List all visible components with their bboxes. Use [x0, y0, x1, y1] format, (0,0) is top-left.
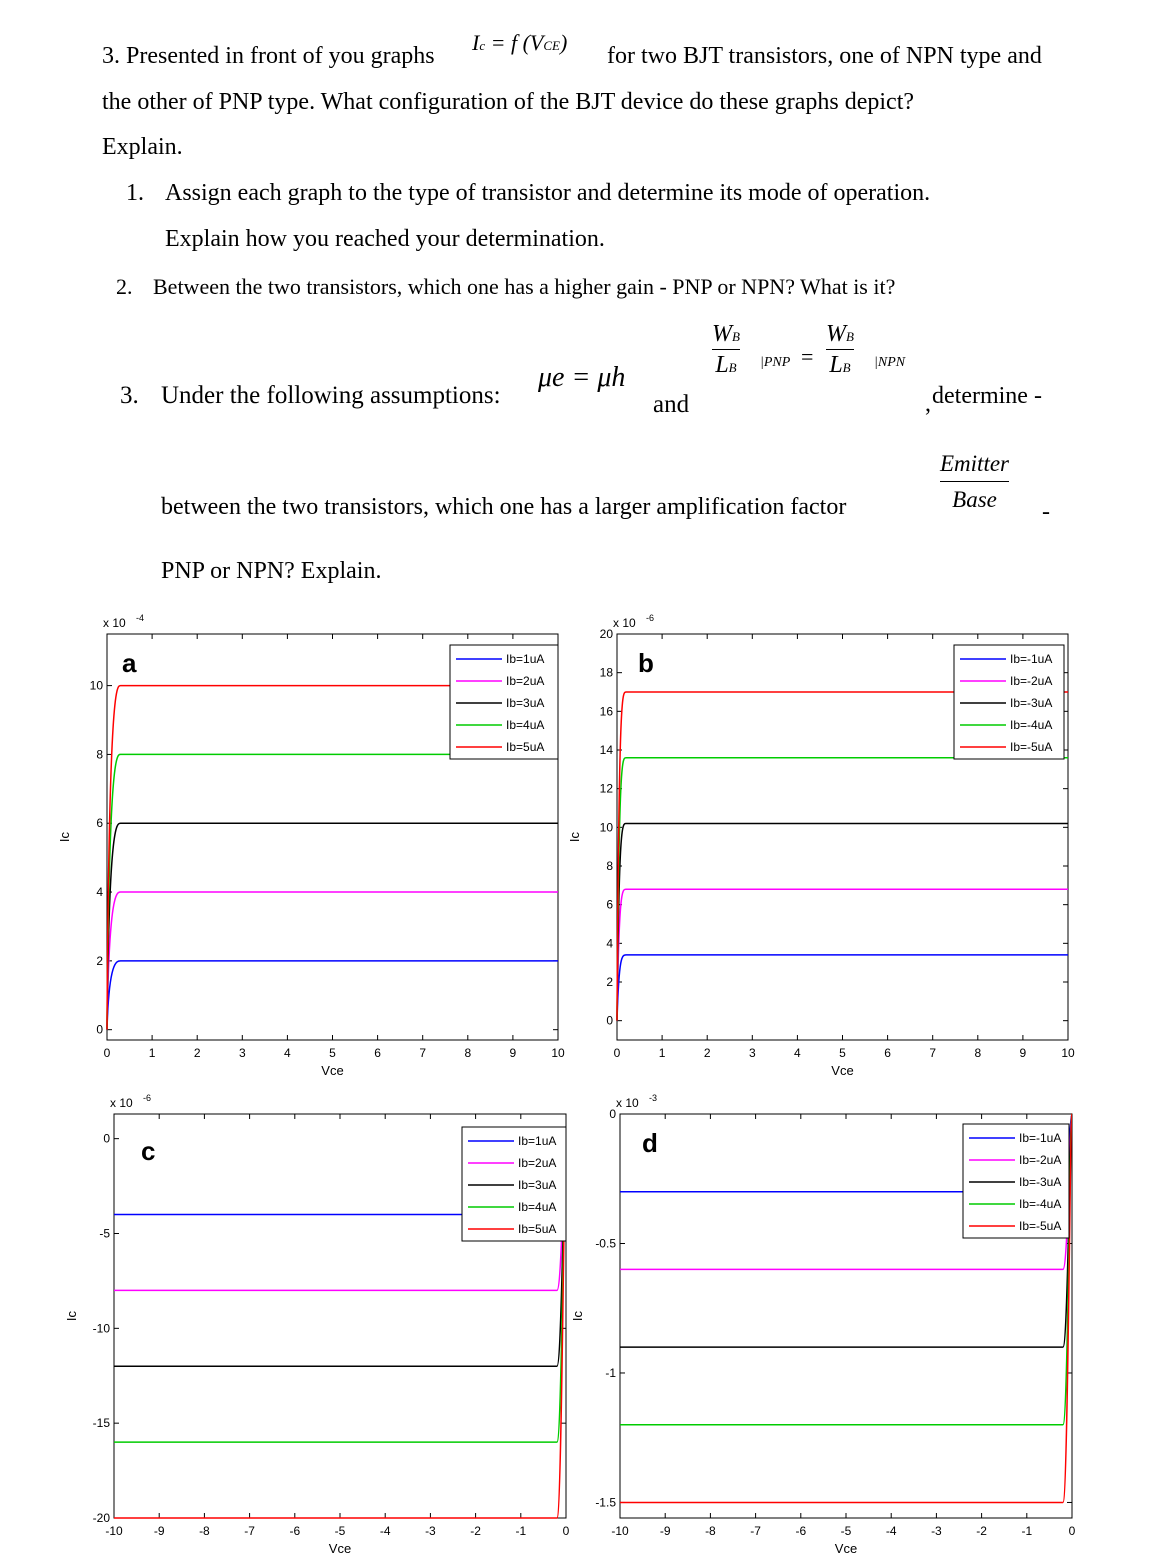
y-tick-label: 14	[599, 743, 613, 757]
and-word: and	[653, 391, 690, 418]
x-tick-label: 1	[658, 1046, 666, 1060]
y-tick-label: 10	[89, 678, 103, 693]
legend-entry: Ib=-4uA	[1010, 718, 1053, 732]
series-line-3	[617, 823, 1068, 1020]
item2-text: Between the two transistors, which one has a higher gain - PNP or NPN? What is it?	[153, 274, 896, 299]
axis-exponent-power: -6	[646, 613, 655, 623]
y-tick-label: 0	[96, 1022, 103, 1037]
legend-entry: Ib=4uA	[518, 1200, 557, 1214]
x-tick-label: -10	[611, 1524, 629, 1538]
y-axis-label: Ic	[567, 831, 582, 843]
x-axis-label: Vce	[328, 1541, 352, 1556]
x-tick-label: 7	[419, 1046, 427, 1060]
y-tick-label: 20	[599, 627, 613, 641]
y-tick-label: 0	[103, 1131, 110, 1146]
x-tick-label: 6	[374, 1046, 381, 1060]
item1-line2: Explain how you reached your determination.	[165, 226, 605, 252]
legend-entry: Ib=1uA	[506, 652, 545, 666]
x-tick-label: 4	[794, 1046, 801, 1060]
wb-lb-fraction-npn: WB LB	[826, 321, 854, 378]
axis-exponent: x 10	[616, 1096, 639, 1110]
x-tick-label: -3	[931, 1524, 942, 1538]
y-tick-label: 4	[96, 885, 103, 900]
x-tick-label: 4	[284, 1046, 291, 1060]
x-axis-label: Vce	[831, 1063, 854, 1078]
item3-pre: Under the following assumptions:	[161, 382, 501, 409]
x-tick-label: -2	[976, 1524, 987, 1538]
legend-entry: Ib=-4uA	[1019, 1197, 1062, 1211]
y-tick-label: -5	[99, 1226, 110, 1241]
x-tick-label: 7	[929, 1046, 937, 1060]
x-tick-label: -7	[244, 1524, 255, 1538]
y-tick-label: -20	[92, 1511, 110, 1525]
y-axis-label: Ic	[64, 1310, 79, 1322]
x-tick-label: -5	[840, 1524, 852, 1538]
y-tick-label: 12	[599, 781, 613, 796]
x-tick-label: -5	[334, 1524, 346, 1538]
y-tick-label: 2	[606, 975, 613, 989]
y-tick-label: 6	[96, 816, 103, 831]
legend-entry: Ib=-5uA	[1010, 740, 1053, 754]
x-tick-label: -4	[379, 1524, 391, 1538]
equals-sign: =	[801, 344, 814, 369]
y-tick-label: 4	[606, 936, 613, 951]
question-line3: Explain.	[102, 134, 183, 160]
comma: ,	[925, 391, 931, 417]
legend-entry: Ib=-2uA	[1010, 674, 1053, 688]
question-line1-post: for two BJT transistors, one of NPN type and	[607, 43, 1042, 69]
wb-lb-fraction-pnp: WB LB	[712, 321, 740, 378]
pnp-subscript: |PNP	[760, 355, 791, 370]
x-tick-label: 2	[703, 1046, 711, 1060]
y-tick-label: -0.5	[595, 1236, 616, 1251]
panel-label: b	[638, 648, 654, 678]
y-tick-label: 18	[599, 665, 613, 680]
x-tick-label: 0	[613, 1046, 621, 1060]
x-tick-label: -4	[885, 1524, 897, 1538]
trailing-dash: -	[1042, 499, 1050, 525]
x-tick-label: -6	[289, 1524, 301, 1538]
y-axis-label: Ic	[570, 1310, 585, 1322]
chart-panel-a	[57, 613, 565, 1078]
y-tick-label: 2	[96, 953, 103, 968]
y-tick-label: 6	[606, 897, 613, 912]
chart-panel-d	[570, 1093, 1076, 1556]
x-tick-label: -1	[515, 1524, 527, 1538]
item1-number: 1.	[126, 180, 144, 206]
x-tick-label: 6	[884, 1046, 891, 1060]
line-last: PNP or NPN? Explain.	[161, 558, 382, 584]
line-between: between the two transistors, which one has a larger amplification factor	[161, 494, 847, 520]
question-line1-pre: 3. Presented in front of you graphs	[102, 43, 435, 69]
y-tick-label: 0	[606, 1013, 613, 1028]
x-tick-label: -2	[470, 1524, 481, 1538]
chart-panel-b	[567, 613, 1075, 1078]
y-tick-label: 8	[96, 747, 103, 762]
legend-entry: Ib=1uA	[518, 1134, 557, 1148]
y-tick-label: -1	[605, 1365, 616, 1380]
series-line-1	[107, 961, 558, 1030]
x-tick-label: -9	[153, 1524, 165, 1538]
x-tick-label: -8	[705, 1524, 716, 1538]
formula-ic: Ic = f (VCE)	[472, 30, 568, 55]
chart-panel-c	[64, 1093, 570, 1556]
legend-entry: Ib=5uA	[518, 1222, 557, 1236]
axis-exponent: x 10	[103, 616, 126, 630]
legend-entry: Ib=3uA	[506, 696, 545, 710]
panel-label: c	[141, 1136, 156, 1166]
y-tick-label: 0	[609, 1107, 616, 1121]
y-tick-label: 10	[599, 820, 613, 835]
x-tick-label: 8	[974, 1046, 982, 1060]
x-tick-label: 9	[1019, 1046, 1027, 1060]
x-tick-label: 0	[103, 1046, 111, 1060]
panel-label: a	[122, 648, 137, 678]
y-tick-label: -1.5	[595, 1495, 616, 1510]
legend-entry: Ib=-1uA	[1010, 652, 1053, 666]
legend-entry: Ib=-2uA	[1019, 1153, 1062, 1167]
y-tick-label: -15	[92, 1416, 110, 1431]
x-tick-label: 10	[551, 1046, 565, 1060]
y-tick-label: 16	[599, 704, 613, 719]
axis-exponent: x 10	[613, 616, 636, 630]
y-tick-label: 8	[606, 859, 613, 873]
x-tick-label: 9	[509, 1046, 517, 1060]
item2-number: 2.	[116, 274, 133, 299]
axis-exponent-power: -3	[649, 1093, 658, 1103]
x-tick-label: 8	[464, 1046, 472, 1060]
x-tick-label: 5	[839, 1046, 846, 1060]
x-tick-label: -3	[425, 1524, 436, 1538]
series-line-3	[107, 823, 558, 1029]
item1-line1: Assign each graph to the type of transistor and determine its mode of operation.	[165, 180, 931, 206]
x-tick-label: 0	[562, 1524, 570, 1538]
legend-entry: Ib=-3uA	[1019, 1175, 1062, 1189]
x-tick-label: -10	[105, 1524, 123, 1538]
x-tick-label: -8	[199, 1524, 210, 1538]
x-tick-label: 1	[148, 1046, 156, 1060]
x-axis-label: Vce	[321, 1063, 344, 1078]
y-tick-label: -10	[92, 1321, 110, 1336]
x-tick-label: -7	[750, 1524, 761, 1538]
axis-exponent: x 10	[110, 1096, 133, 1110]
x-tick-label: 0	[1068, 1524, 1076, 1538]
x-tick-label: 10	[1061, 1046, 1075, 1060]
legend-entry: Ib=4uA	[506, 718, 545, 732]
y-axis-label: Ic	[57, 831, 72, 843]
determine-text: determine -	[932, 383, 1042, 409]
question-line2: the other of PNP type. What configuration of the BJT device do these graphs depict?	[102, 89, 915, 115]
x-tick-label: -9	[659, 1524, 671, 1538]
axis-exponent-power: -4	[136, 613, 145, 623]
emitter-base-fraction: Emitter Base	[940, 451, 1009, 512]
x-tick-label: 3	[238, 1046, 246, 1060]
legend-entry: Ib=2uA	[506, 674, 545, 688]
series-line-1	[617, 955, 1068, 1021]
legend-entry: Ib=-5uA	[1019, 1219, 1062, 1233]
mu-formula: μe = μh	[538, 362, 626, 393]
item3-number: 3.	[120, 382, 139, 409]
legend-entry: Ib=3uA	[518, 1178, 557, 1192]
legend-entry: Ib=-1uA	[1019, 1131, 1062, 1145]
x-tick-label: -1	[1021, 1524, 1033, 1538]
legend-entry: Ib=2uA	[518, 1156, 557, 1170]
legend-entry: Ib=-3uA	[1010, 696, 1053, 710]
x-tick-label: 2	[193, 1046, 201, 1060]
panel-label: d	[642, 1128, 658, 1158]
npn-subscript: |NPN	[874, 355, 906, 370]
x-axis-label: Vce	[834, 1541, 858, 1556]
x-tick-label: 3	[748, 1046, 756, 1060]
x-tick-label: 5	[329, 1046, 336, 1060]
legend-entry: Ib=5uA	[506, 740, 545, 754]
axis-exponent-power: -6	[143, 1093, 152, 1103]
x-tick-label: -6	[795, 1524, 807, 1538]
